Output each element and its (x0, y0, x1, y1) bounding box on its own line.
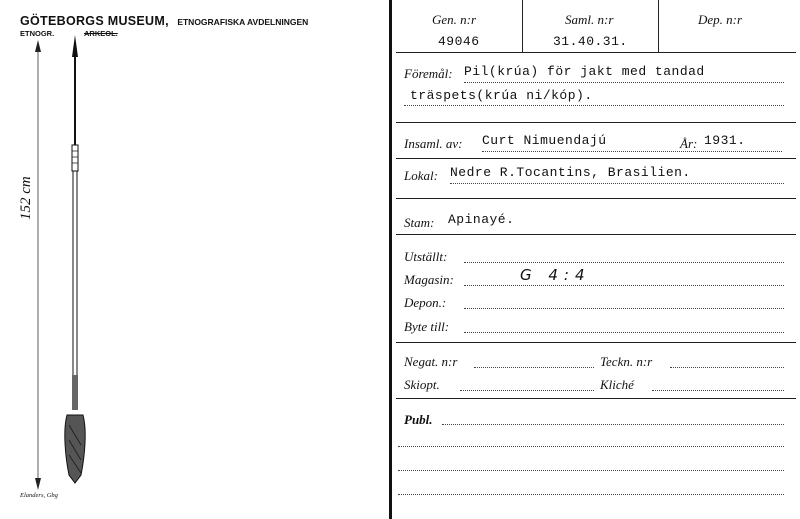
department-name: ETNOGRAFISKA AVDELNINGEN (177, 17, 309, 27)
utstallt-label: Utställt: (404, 249, 448, 264)
etnogr-label: ETNOGR. (20, 29, 55, 38)
negat-label: Negat. n:r (404, 354, 458, 369)
rule-top (396, 52, 796, 53)
museum-header (20, 12, 308, 30)
gen-label: Gen. n:r (432, 12, 477, 27)
saml-label: Saml. n:r (565, 12, 614, 27)
teckn-label: Teckn. n:r (600, 354, 653, 369)
magasin-value: G 4:4 (520, 266, 591, 284)
stam-label: Stam: (404, 215, 435, 230)
teckn-dots (670, 367, 784, 368)
rule-3 (396, 158, 796, 159)
ar-value: 1931. (704, 133, 746, 148)
stam-value: Apinayé. (448, 212, 515, 227)
publ-dots-3 (398, 470, 784, 471)
kliche-label: Kliché (600, 377, 634, 392)
catalog-card (390, 0, 800, 519)
col-divider-1 (522, 0, 523, 52)
col-divider-2 (658, 0, 659, 52)
byte-dots (464, 332, 784, 333)
negat-dots (474, 367, 594, 368)
foremal-label: Föremål: (404, 66, 453, 81)
byte-label: Byte till: (404, 319, 450, 334)
rule-6 (396, 342, 796, 343)
rule-4 (396, 198, 796, 199)
foremal-line1: Pil(krúa) för jakt med tandad (464, 64, 705, 79)
magasin-label: Magasin: (404, 272, 454, 287)
publ-dots-1 (442, 424, 784, 425)
insaml-label: Insaml. av: (404, 136, 463, 151)
gen-value: 49046 (438, 34, 480, 49)
lokal-label: Lokal: (404, 168, 438, 183)
printer-mark: Elanders, Gbg (20, 492, 58, 499)
magasin-dots (464, 285, 784, 286)
insaml-dots (482, 151, 782, 152)
utstallt-dots (464, 262, 784, 263)
rule-7 (396, 398, 796, 399)
foremal-dots-2 (404, 105, 784, 106)
insaml-value: Curt Nimuendajú (482, 133, 607, 148)
skiopt-label: Skiopt. (404, 377, 440, 392)
depon-label: Depon.: (404, 295, 447, 310)
rule-2 (396, 122, 796, 123)
publ-dots-2 (398, 446, 784, 447)
museum-name: GÖTEBORGS MUSEUM, (20, 14, 169, 28)
lokal-dots (450, 183, 784, 184)
skiopt-dots (460, 390, 594, 391)
depon-dots (464, 308, 784, 309)
foremal-line2: träspets(krúa ni/kóp). (410, 88, 593, 103)
saml-value: 31.40.31. (553, 34, 628, 49)
arkeol-label: ARKEOL. (84, 29, 118, 38)
measurement-line (28, 40, 48, 490)
publ-label: Publ. (404, 412, 433, 427)
length-annotation: 152 cm (18, 176, 34, 220)
arrow-illustration (55, 35, 95, 495)
kliche-dots (652, 390, 784, 391)
foremal-dots-1 (464, 82, 784, 83)
rule-5 (396, 234, 796, 235)
dep-label: Dep. n:r (698, 12, 743, 27)
publ-dots-4 (398, 494, 784, 495)
ar-label: År: (680, 136, 698, 151)
lokal-value: Nedre R.Tocantins, Brasilien. (450, 165, 691, 180)
